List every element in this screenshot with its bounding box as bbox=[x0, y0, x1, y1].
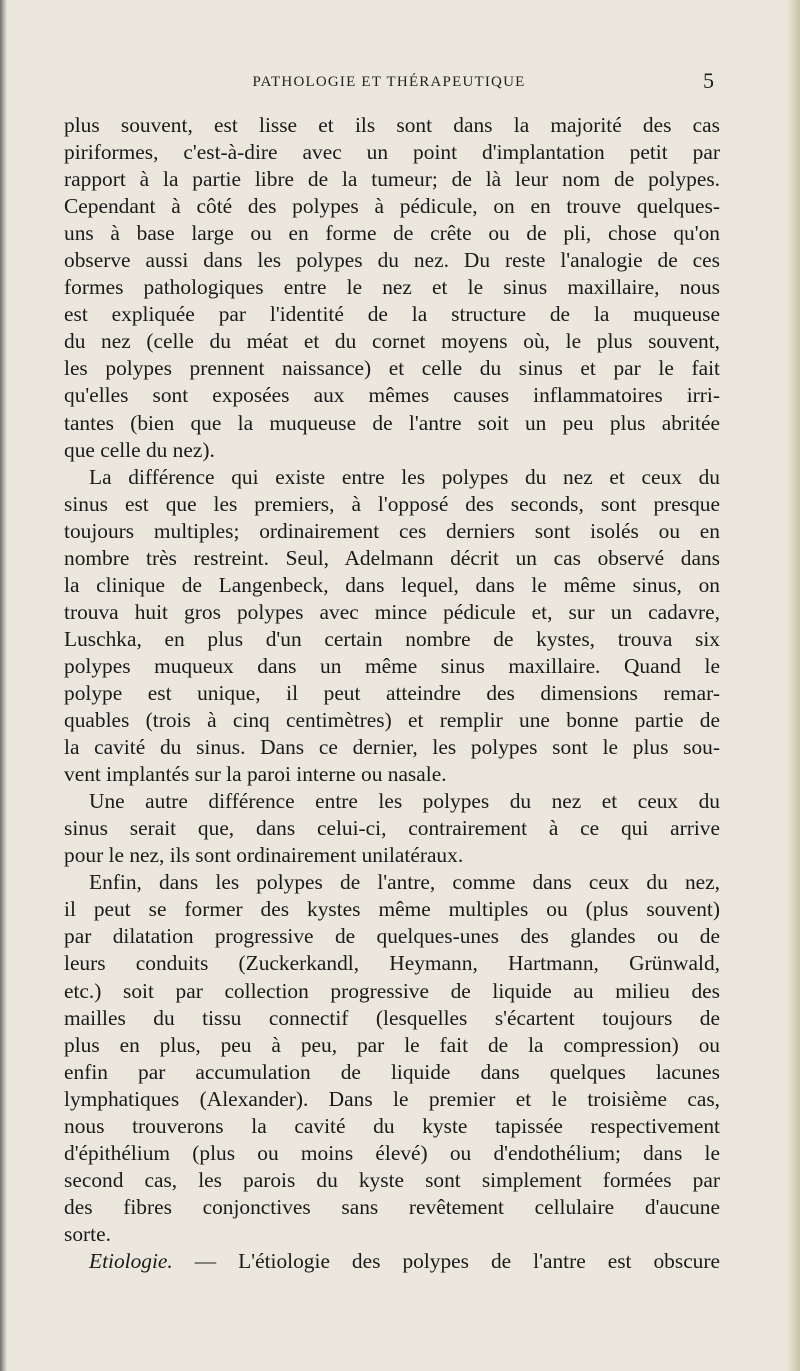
body-text bbox=[64, 112, 720, 1275]
text-line: qu'elles sont exposées aux mêmes causes inflammatoires irri- bbox=[64, 383, 720, 408]
text-line: plus en plus, peu à peu, par le fait de la compression) ou bbox=[64, 1032, 720, 1057]
text-line: La différence qui existe entre les polypes du nez et ceux du bbox=[89, 464, 720, 489]
text-line bbox=[64, 1248, 720, 1275]
text-line: formes pathologiques entre le nez et le sinus maxillaire, nous bbox=[64, 275, 720, 300]
text-line: il peut se former des kystes même multiples ou (plus souvent) bbox=[64, 897, 720, 922]
paragraph-2 bbox=[64, 464, 720, 789]
text-line: polypes muqueux dans un même sinus maxillaire. Quand le bbox=[64, 653, 720, 678]
text-line: polype est unique, il peut atteindre des dimensions remar- bbox=[64, 680, 720, 705]
text-line: Luschka, en plus d'un certain nombre de kystes, trouva six bbox=[64, 626, 720, 651]
page-right-edge bbox=[786, 0, 800, 1371]
text-line: par dilatation progressive de quelques-unes des glandes ou de bbox=[64, 924, 720, 949]
text-line: la clinique de Langenbeck, dans lequel, dans le même sinus, on bbox=[64, 572, 720, 597]
paragraph-3 bbox=[64, 788, 720, 869]
text-line: que celle du nez). bbox=[64, 437, 215, 462]
text-line: est expliquée par l'identité de la structure de la muqueuse bbox=[64, 302, 720, 327]
paragraph-5 bbox=[64, 1248, 720, 1275]
text-line: lymphatiques (Alexander). Dans le premier et le troisième cas, bbox=[64, 1086, 720, 1111]
text-line: nous trouverons la cavité du kyste tapissée respectivement bbox=[64, 1113, 720, 1138]
text-line: des fibres conjonctives sans revêtement cellulaire d'aucune bbox=[64, 1194, 720, 1219]
text-line: sorte. bbox=[64, 1221, 111, 1246]
paragraph-1 bbox=[64, 112, 720, 464]
text-line: observe aussi dans les polypes du nez. Du reste l'analogie de ces bbox=[64, 248, 720, 273]
page-header bbox=[64, 68, 714, 96]
text-line: etc.) soit par collection progressive de liquide au milieu des bbox=[64, 978, 720, 1003]
text-line: trouva huit gros polypes avec mince pédicule et, sur un cadavre, bbox=[64, 599, 720, 624]
text-line: les polypes prennent naissance) et celle du sinus et par le fait bbox=[64, 356, 720, 381]
text-line: sinus est que les premiers, à l'opposé des seconds, sont presque bbox=[64, 491, 720, 516]
running-title: PATHOLOGIE ET THÉRAPEUTIQUE bbox=[252, 74, 526, 90]
section-heading-etiologie: Etiologie. bbox=[89, 1248, 173, 1273]
text-line: Cependant à côté des polypes à pédicule, on en trouve quelques- bbox=[64, 194, 720, 219]
text-line: rapport à la partie libre de la tumeur; de là leur nom de polypes. bbox=[64, 167, 720, 192]
text-line: tantes (bien que la muqueuse de l'antre soit un peu plus abritée bbox=[64, 410, 720, 435]
text-line: plus souvent, est lisse et ils sont dans la majorité des cas bbox=[64, 113, 720, 137]
page-number: 5 bbox=[703, 68, 714, 93]
paragraph-4 bbox=[64, 869, 720, 1248]
page-left-shadow bbox=[0, 0, 7, 1371]
text-line: du nez (celle du méat et du cornet moyens où, le plus souvent, bbox=[64, 329, 720, 354]
text-line: Enfin, dans les polypes de l'antre, comme dans ceux du nez, bbox=[89, 870, 720, 895]
text-line: uns à base large ou en forme de crête ou de pli, chose qu'on bbox=[64, 221, 720, 246]
text-line: piriformes, c'est-à-dire avec un point d'implantation petit par bbox=[64, 140, 720, 165]
text-line: la cavité du sinus. Dans ce dernier, les polypes sont le plus sou- bbox=[64, 735, 720, 760]
text-line: toujours multiples; ordinairement ces derniers sont isolés ou en bbox=[64, 518, 720, 543]
text-line: vent implantés sur la paroi interne ou nasale. bbox=[64, 762, 447, 787]
text-line: sinus serait que, dans celui-ci, contrairement à ce qui arrive bbox=[64, 816, 720, 841]
text-line: d'épithélium (plus ou moins élevé) ou d'endothélium; dans le bbox=[64, 1140, 720, 1165]
text-line: second cas, les parois du kyste sont simplement formées par bbox=[64, 1167, 720, 1192]
text-line: leurs conduits (Zuckerkandl, Heymann, Hartmann, Grünwald, bbox=[64, 951, 720, 976]
text-line: enfin par accumulation de liquide dans quelques lacunes bbox=[64, 1059, 720, 1084]
text-run: — L'étiologie des polypes de l'antre est obscure bbox=[172, 1248, 720, 1273]
text-line: pour le nez, ils sont ordinairement unilatéraux. bbox=[64, 843, 464, 868]
text-line: nombre très restreint. Seul, Adelmann décrit un cas observé dans bbox=[64, 545, 720, 570]
text-line: quables (trois à cinq centimètres) et remplir une bonne partie de bbox=[64, 708, 720, 733]
text-line: mailles du tissu connectif (lesquelles s'écartent toujours de bbox=[64, 1005, 720, 1030]
text-line: Une autre différence entre les polypes du nez et ceux du bbox=[89, 789, 720, 814]
